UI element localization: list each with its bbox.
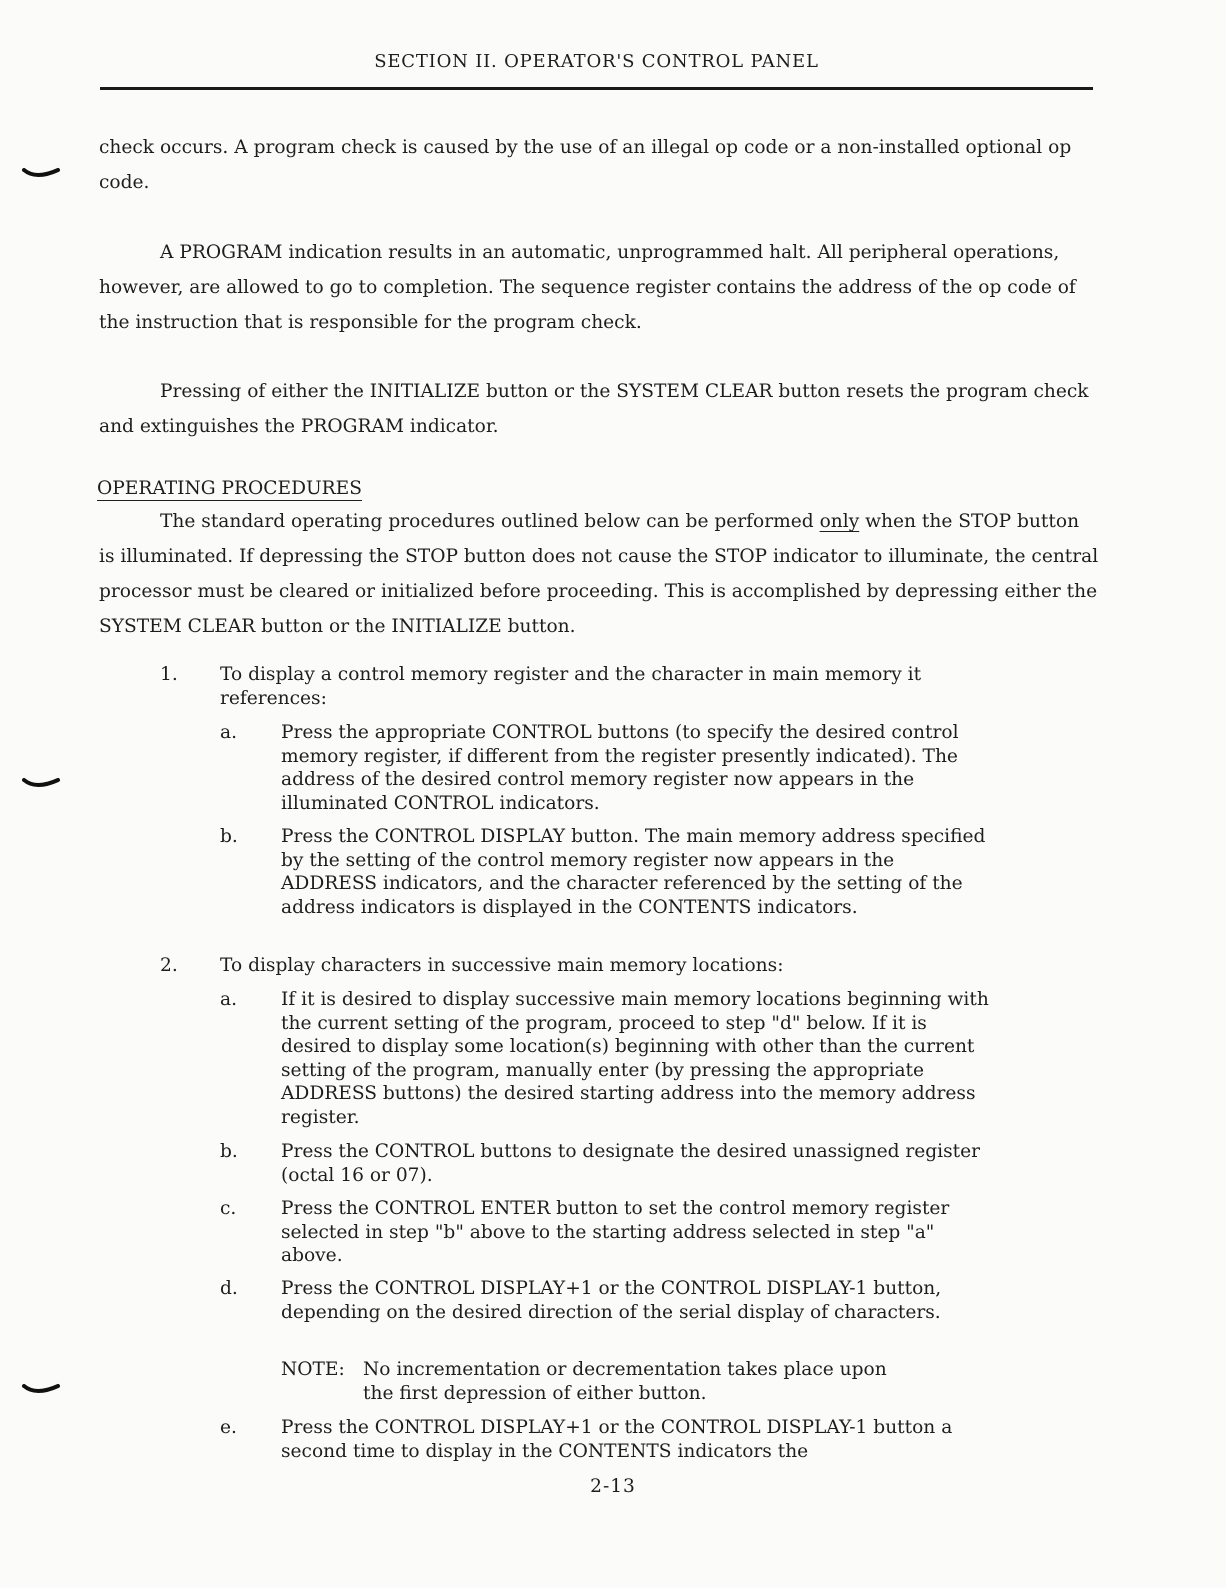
paragraph-program-indication: A PROGRAM indication results in an automatic, unprogrammed halt. All peripheral operations, however, are allowed to go to completion. The sequence register contains the address of the op code of the instruction that is responsible for the program check. [99,242,1076,333]
margin-check-icon [22,166,62,184]
note-line-2: the first depression of either button. [363,1382,707,1404]
subitem-label: a. [220,722,237,743]
paragraph-intro [99,504,1099,644]
paragraph-program-check: check occurs. A program check is caused by the use of an illegal op code or a non-installed optional op code. [99,137,1072,193]
subitem-label: d. [220,1278,238,1299]
item-number: 2. [160,955,178,976]
paragraph-reset: Pressing of either the INITIALIZE button or the SYSTEM CLEAR button resets the program check and extinguishes the PROGRAM indicator. [99,381,1089,437]
subitem-text: Press the appropriate CONTROL buttons (to specify the desired control memory register, if different from the register presently indicated). The address of the desired control memory register now appears in the illuminated CONTROL indicators. [281,722,959,814]
note-label: NOTE: [281,1359,345,1380]
header-rule [100,87,1093,90]
intro-emphasis: only [819,511,860,532]
item-number: 1. [160,664,178,685]
subitem-text: Press the CONTROL DISPLAY button. The main memory address specified by the setting of the control memory register now appears in the ADDRESS indicators, and the character referenced by the setting of the address indicators is displayed in the CONTENTS indicators. [281,826,986,918]
subitem-label: e. [220,1417,237,1438]
page-number: 2-13 [590,1476,636,1497]
item-text: To display a control memory register and the character in main memory it references: [220,664,922,709]
section-header: SECTION II. OPERATOR'S CONTROL PANEL [374,51,819,72]
intro-text-rest: when the STOP button is illuminated. If depressing the STOP button does not cause the STOP indicator to illuminate, the central processor must be cleared or initialized before proceeding. This is accomplished by depressing either the SYSTEM CLEAR button or the INITIALIZE button. [99,511,1099,637]
intro-text: The standard operating procedures outlined below can be performed [160,511,820,532]
note-text [281,1358,1003,1405]
subitem-label: a. [220,989,237,1010]
note-line-1: No incrementation or decrementation takes place upon [363,1359,887,1380]
margin-check-icon [22,776,62,794]
subitem-label: b. [220,826,238,847]
subitem-text: Press the CONTROL DISPLAY+1 or the CONTROL DISPLAY-1 button, depending on the desired direction of the serial display of characters. [281,1278,942,1323]
subitem-text: Press the CONTROL ENTER button to set the control memory register selected in step "b" above to the starting address selected in step "a" above. [281,1198,950,1266]
subitem-text: If it is desired to display successive main memory locations beginning with the current setting of the program, proceed to step "d" below. If it is desired to display some location(s) beginning with other than the current setting of the program, manually enter (by pressing the appropriate ADDRESS buttons) the desired starting address into the memory address register. [281,989,989,1128]
subitem-text: Press the CONTROL buttons to designate the desired unassigned register (octal 16 or 07). [281,1141,981,1186]
margin-check-icon [22,1382,62,1400]
section-heading: OPERATING PROCEDURES [97,478,362,499]
item-text: To display characters in successive main memory locations: [220,955,784,976]
subitem-label: b. [220,1141,238,1162]
subitem-label: c. [220,1198,237,1219]
subitem-text: Press the CONTROL DISPLAY+1 or the CONTROL DISPLAY-1 button a second time to display in the CONTENTS indicators the [281,1417,953,1462]
